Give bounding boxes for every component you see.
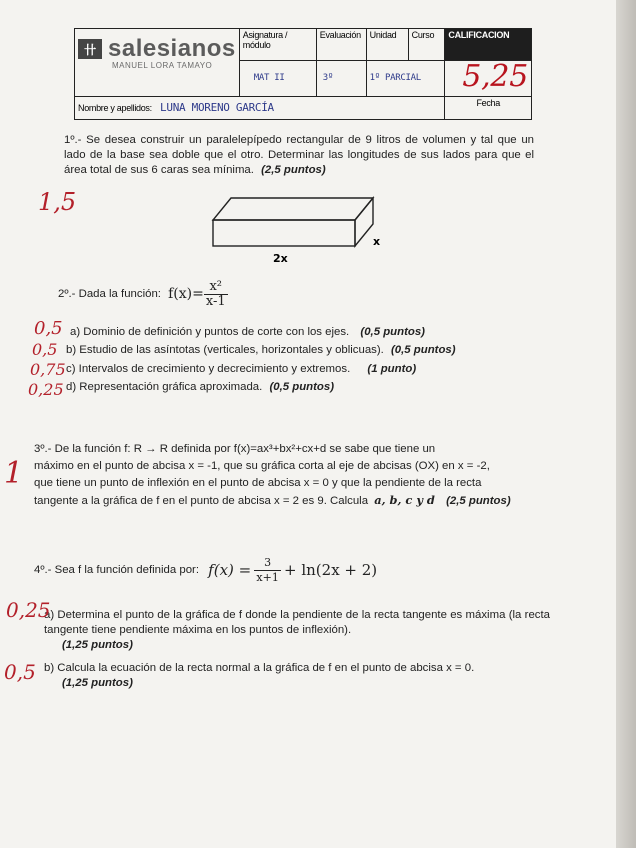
q4-item-b	[44, 661, 554, 691]
q2-intro: 2º.- Dada la función:	[58, 288, 161, 300]
q1-text: 1º.- Se desea construir un paralelepípedo rectangular de 9 litros de volumen y tal que un lado de la base sea doble que el otro. Determinar las longitudes de sus lados para que el área total de sus 6 caras sea mínima.	[64, 134, 534, 176]
q2-numerator: x²	[204, 280, 228, 295]
q2-item-d	[66, 380, 526, 395]
q4-item-a-text: a) Determina el punto de la gráfica de f donde la pendiente de la recta tangente es máxima (la recta tangente tiene pendiente máxima en los puntos de inflexión).	[44, 609, 550, 636]
q4-intro: 4º.- Sea f la función definida por:	[34, 564, 199, 576]
q2-function: f(x)=	[168, 286, 204, 302]
q4-item-a-points: (1,25 puntos)	[62, 639, 133, 651]
school-logo	[75, 29, 240, 97]
q2-item-c	[66, 362, 526, 377]
box-label-2x: 2x	[273, 252, 288, 265]
q2-item-d-mark: 0,25	[28, 380, 64, 399]
brand-name: salesianos	[108, 35, 236, 62]
brand-subtitle: MANUEL LORA TAMAYO	[112, 61, 213, 70]
q3-line-4	[34, 492, 548, 510]
box-top-face	[213, 198, 373, 220]
q2-item-b-text: b) Estudio de las asíntotas (verticales, horizontales y oblicuas).	[66, 344, 384, 356]
box-label-x: x	[373, 235, 381, 248]
q2-item-d-text: d) Representación gráfica aproximada.	[66, 381, 263, 393]
unidad-value: 1º PARCIAL	[366, 60, 445, 96]
q4-item-b-text: b) Calcula la ecuación de la recta normal a la gráfica de f en el punto de abcisa x = 0.	[44, 662, 475, 674]
evaluacion-value: 3º	[316, 60, 366, 96]
question-3	[34, 441, 548, 510]
q3-line-3: que tiene un punto de inflexión en el punto de abcisa x = 0 y que la pendiente de la recta	[34, 477, 482, 489]
q4-item-a	[44, 608, 550, 653]
q4-fraction	[254, 556, 280, 585]
background-edge	[616, 0, 636, 848]
question-1	[64, 133, 534, 178]
q3-mark: 1	[4, 456, 24, 491]
q2-item-b-mark: 0,5	[32, 340, 58, 359]
box-side-face	[355, 198, 373, 246]
q4-item-b-points: (1,25 puntos)	[62, 677, 133, 689]
asignatura-value: MAT II	[239, 60, 316, 96]
q2-item-b-points: (0,5 puntos)	[391, 344, 456, 356]
question-4	[34, 556, 454, 585]
q3-line-4-text: tangente a la gráfica de f en el punto de abcisa x = 2 es 9. Calcula	[34, 495, 369, 507]
q3-vars: a, b, c y d	[374, 493, 435, 507]
q2-item-a	[70, 325, 530, 340]
q4-item-b-mark: 0,5	[4, 660, 36, 684]
nombre-label: Nombre y apellidos:	[78, 103, 152, 114]
q1-points: (2,5 puntos)	[261, 164, 326, 176]
box-front-face	[213, 220, 355, 246]
calificacion-label: CALIFICACION	[445, 29, 532, 61]
nombre-row	[75, 96, 445, 119]
logo-icon: 卄	[78, 39, 102, 59]
q3-line-2: máximo en el punto de abcisa x = -1, que su gráfica corta al eje de abcisas (OX) en x = -2,	[34, 460, 490, 472]
q4-tail: + ln(2x + 2)	[284, 561, 378, 579]
evaluacion-label: Evaluación	[316, 29, 366, 61]
q4-denominator: x+1	[256, 571, 279, 584]
asignatura-label: Asignatura / módulo	[239, 29, 316, 61]
q2-fraction	[204, 280, 228, 309]
grade-value: 5,25	[462, 58, 528, 94]
fecha-label: Fecha	[445, 96, 532, 119]
q2-item-a-text: a) Dominio de definición y puntos de corte con los ejes.	[70, 326, 350, 338]
q2-item-a-mark: 0,5	[34, 318, 63, 339]
q4-numerator: 3	[254, 556, 280, 571]
question-2	[58, 280, 458, 309]
q2-item-c-text: c) Intervalos de crecimiento y decrecimiento y extremos.	[66, 363, 351, 375]
grade-cell	[445, 60, 532, 96]
q2-item-b	[66, 343, 536, 358]
curso-label: Curso	[408, 29, 445, 61]
q3-points: (2,5 puntos)	[446, 495, 511, 507]
exam-header	[74, 28, 532, 120]
q4-item-a-mark: 0,25	[6, 598, 51, 622]
q1-mark: 1,5	[38, 188, 77, 216]
q2-item-c-points: (1 punto)	[367, 363, 417, 375]
q4-function: f(x) =	[208, 561, 252, 579]
nombre-value: LUNA MORENO GARCÍA	[160, 101, 274, 115]
box-figure	[205, 190, 395, 270]
q2-denominator: x-1	[205, 294, 226, 309]
q2-item-d-points: (0,5 puntos)	[269, 381, 334, 393]
q2-item-a-points: (0,5 puntos)	[360, 326, 425, 338]
unidad-label: Unidad	[366, 29, 408, 61]
q2-item-c-mark: 0,75	[30, 360, 66, 379]
q3-line-1: 3º.- De la función f: R → R definida por f(x)=ax³+bx²+cx+d se sabe que tiene un	[34, 443, 436, 455]
